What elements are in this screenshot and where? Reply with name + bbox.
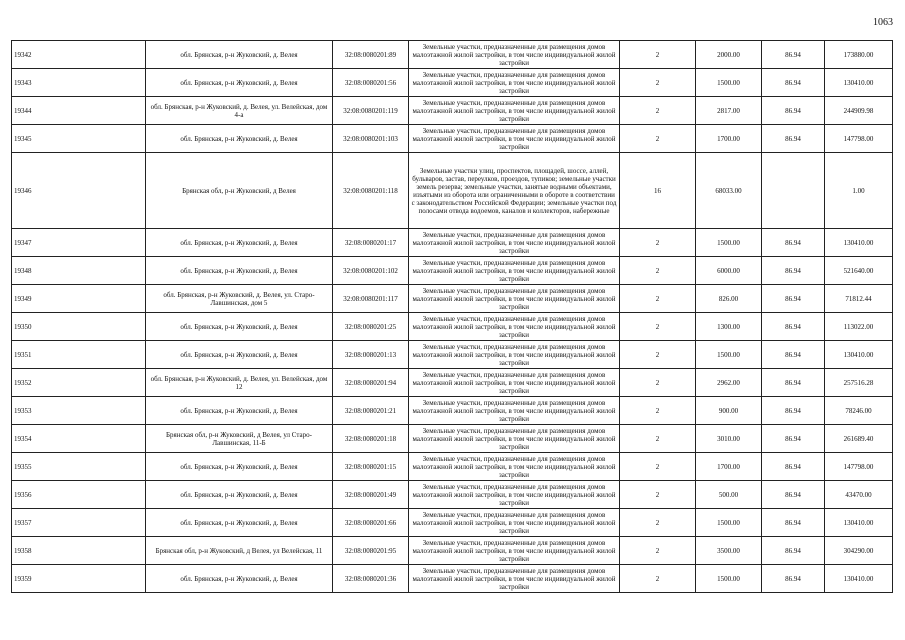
category-cell: 2: [620, 481, 696, 509]
page-number: 1063: [873, 17, 893, 28]
address-cell: обл. Брянская, р-н Жуковский, д. Велея: [146, 341, 333, 369]
cadastral-number-cell: 32:08:0080201:36: [333, 565, 409, 593]
category-cell: 2: [620, 229, 696, 257]
cadastral-number-cell: 32:08:0080201:17: [333, 229, 409, 257]
specific-value-cell: 86.94: [762, 313, 825, 341]
specific-value-cell: 86.94: [762, 41, 825, 69]
table-row: [12, 229, 893, 257]
land-use-cell: Земельные участки, предназначенные для размещения домов малоэтажной жилой застройки, в том числе индивидуальной жилой застройки: [409, 97, 620, 125]
cadastral-number-cell: 32:08:0080201:21: [333, 397, 409, 425]
area-cell: 1500.00: [696, 341, 762, 369]
land-use-cell: Земельные участки, предназначенные для размещения домов малоэтажной жилой застройки, в том числе индивидуальной жилой застройки: [409, 565, 620, 593]
area-cell: 900.00: [696, 397, 762, 425]
table-row: [12, 285, 893, 313]
category-cell: 2: [620, 537, 696, 565]
address-cell: обл. Брянская, р-н Жуковский, д. Велея: [146, 257, 333, 285]
specific-value-cell: 86.94: [762, 369, 825, 397]
area-cell: 2817.00: [696, 97, 762, 125]
cadastral-number-cell: 32:08:0080201:103: [333, 125, 409, 153]
category-cell: 2: [620, 341, 696, 369]
cadastral-number-cell: 32:08:0080201:117: [333, 285, 409, 313]
specific-value-cell: 86.94: [762, 125, 825, 153]
cadastral-number-cell: 32:08:0080201:95: [333, 537, 409, 565]
address-cell: обл. Брянская, р-н Жуковский, д. Велея: [146, 313, 333, 341]
cadastral-value-cell: 244909.98: [825, 97, 893, 125]
area-cell: 2962.00: [696, 369, 762, 397]
table-row: [12, 257, 893, 285]
cadastral-number-cell: 32:08:0080201:49: [333, 481, 409, 509]
cadastral-number-cell: 32:08:0080201:89: [333, 41, 409, 69]
cadastral-value-table: [11, 40, 893, 593]
land-use-cell: Земельные участки, предназначенные для размещения домов малоэтажной жилой застройки, в том числе индивидуальной жилой застройки: [409, 425, 620, 453]
row-number: 19347: [12, 229, 146, 257]
category-cell: 2: [620, 97, 696, 125]
address-cell: обл. Брянская, р-н Жуковский, д. Велея: [146, 509, 333, 537]
cadastral-value-cell: 113022.00: [825, 313, 893, 341]
row-number: 19352: [12, 369, 146, 397]
row-number: 19359: [12, 565, 146, 593]
address-cell: обл. Брянская, р-н Жуковский, д. Велея: [146, 229, 333, 257]
table-row: [12, 369, 893, 397]
table-row: [12, 453, 893, 481]
table-row: [12, 313, 893, 341]
table-row: [12, 153, 893, 229]
area-cell: 1700.00: [696, 125, 762, 153]
row-number: 19355: [12, 453, 146, 481]
specific-value-cell: 86.94: [762, 69, 825, 97]
address-cell: обл. Брянская, р-н Жуковский, д. Велея: [146, 69, 333, 97]
area-cell: 6000.00: [696, 257, 762, 285]
cadastral-value-cell: 257516.28: [825, 369, 893, 397]
cadastral-number-cell: 32:08:0080201:13: [333, 341, 409, 369]
row-number: 19343: [12, 69, 146, 97]
area-cell: 1500.00: [696, 69, 762, 97]
category-cell: 2: [620, 509, 696, 537]
table-row: [12, 481, 893, 509]
cadastral-number-cell: 32:08:0080201:119: [333, 97, 409, 125]
table-row: [12, 509, 893, 537]
row-number: 19348: [12, 257, 146, 285]
specific-value-cell: 86.94: [762, 453, 825, 481]
row-number: 19358: [12, 537, 146, 565]
table-row: [12, 125, 893, 153]
row-number: 19351: [12, 341, 146, 369]
category-cell: 2: [620, 69, 696, 97]
row-number: 19345: [12, 125, 146, 153]
land-use-cell: Земельные участки, предназначенные для размещения домов малоэтажной жилой застройки, в том числе индивидуальной жилой застройки: [409, 341, 620, 369]
row-number: 19350: [12, 313, 146, 341]
land-use-cell: Земельные участки, предназначенные для размещения домов малоэтажной жилой застройки, в том числе индивидуальной жилой застройки: [409, 481, 620, 509]
area-cell: 68033.00: [696, 153, 762, 229]
area-cell: 1500.00: [696, 229, 762, 257]
address-cell: Брянская обл, р-н Жуковский, д Велея: [146, 153, 333, 229]
specific-value-cell: 86.94: [762, 257, 825, 285]
cadastral-value-cell: 1.00: [825, 153, 893, 229]
area-cell: 1700.00: [696, 453, 762, 481]
row-number: 19357: [12, 509, 146, 537]
address-cell: Брянская обл, р-н Жуковский, д Велея, ул Старо-Лавшинская, 11-Б: [146, 425, 333, 453]
category-cell: 2: [620, 565, 696, 593]
land-use-cell: Земельные участки, предназначенные для размещения домов малоэтажной жилой застройки, в том числе индивидуальной жилой застройки: [409, 313, 620, 341]
category-cell: 2: [620, 41, 696, 69]
table-row: [12, 537, 893, 565]
specific-value-cell: [762, 153, 825, 229]
cadastral-number-cell: 32:08:0080201:66: [333, 509, 409, 537]
cadastral-value-cell: 43470.00: [825, 481, 893, 509]
cadastral-number-cell: 32:08:0080201:118: [333, 153, 409, 229]
area-cell: 500.00: [696, 481, 762, 509]
specific-value-cell: 86.94: [762, 341, 825, 369]
specific-value-cell: 86.94: [762, 509, 825, 537]
land-use-cell: Земельные участки, предназначенные для размещения домов малоэтажной жилой застройки, в том числе индивидуальной жилой застройки: [409, 125, 620, 153]
address-cell: обл. Брянская, р-н Жуковский, д. Велея, ул. Велейская, дом 4-а: [146, 97, 333, 125]
cadastral-number-cell: 32:08:0080201:18: [333, 425, 409, 453]
area-cell: 3010.00: [696, 425, 762, 453]
land-use-cell: Земельные участки, предназначенные для размещения домов малоэтажной жилой застройки, в том числе индивидуальной жилой застройки: [409, 41, 620, 69]
area-cell: 3500.00: [696, 537, 762, 565]
table-row: [12, 565, 893, 593]
table-row: [12, 425, 893, 453]
specific-value-cell: 86.94: [762, 285, 825, 313]
cadastral-number-cell: 32:08:0080201:56: [333, 69, 409, 97]
specific-value-cell: 86.94: [762, 425, 825, 453]
category-cell: 2: [620, 125, 696, 153]
cadastral-value-cell: 78246.00: [825, 397, 893, 425]
row-number: 19354: [12, 425, 146, 453]
category-cell: 2: [620, 453, 696, 481]
land-use-cell: Земельные участки улиц, проспектов, площадей, шоссе, аллей, бульваров, застав, переулков, проездов, тупиков; земельные участки земель резерва; земельные участки, занятые водными объектами, изъятыми из оборота или ограниченными в обороте в соответствии с законодательством Российской Федерации; земельные участки под полосами отвода водоемов, каналов и коллекторов, набережные: [409, 153, 620, 229]
row-number: 19346: [12, 153, 146, 229]
category-cell: 2: [620, 285, 696, 313]
cadastral-value-cell: 147798.00: [825, 125, 893, 153]
cadastral-value-cell: 71812.44: [825, 285, 893, 313]
table-row: [12, 397, 893, 425]
address-cell: обл. Брянская, р-н Жуковский, д. Велея: [146, 565, 333, 593]
land-use-cell: Земельные участки, предназначенные для размещения домов малоэтажной жилой застройки, в том числе индивидуальной жилой застройки: [409, 537, 620, 565]
land-use-cell: Земельные участки, предназначенные для размещения домов малоэтажной жилой застройки, в том числе индивидуальной жилой застройки: [409, 369, 620, 397]
cadastral-value-cell: 304290.00: [825, 537, 893, 565]
address-cell: обл. Брянская, р-н Жуковский, д. Велея: [146, 397, 333, 425]
cadastral-number-cell: 32:08:0080201:102: [333, 257, 409, 285]
area-cell: 2000.00: [696, 41, 762, 69]
area-cell: 1300.00: [696, 313, 762, 341]
address-cell: обл. Брянская, р-н Жуковский, д. Велея: [146, 481, 333, 509]
land-use-cell: Земельные участки, предназначенные для размещения домов малоэтажной жилой застройки, в том числе индивидуальной жилой застройки: [409, 69, 620, 97]
land-use-cell: Земельные участки, предназначенные для размещения домов малоэтажной жилой застройки, в том числе индивидуальной жилой застройки: [409, 509, 620, 537]
cadastral-value-cell: 173880.00: [825, 41, 893, 69]
cadastral-value-cell: 130410.00: [825, 509, 893, 537]
category-cell: 2: [620, 397, 696, 425]
address-cell: Брянская обл, р-н Жуковский, д Велея, ул Велейская, 11: [146, 537, 333, 565]
table-row: [12, 341, 893, 369]
row-number: 19353: [12, 397, 146, 425]
category-cell: 2: [620, 313, 696, 341]
category-cell: 2: [620, 425, 696, 453]
address-cell: обл. Брянская, р-н Жуковский, д. Велея, ул. Старо-Лавшинская, дом 5: [146, 285, 333, 313]
specific-value-cell: 86.94: [762, 537, 825, 565]
cadastral-value-cell: 521640.00: [825, 257, 893, 285]
land-use-cell: Земельные участки, предназначенные для размещения домов малоэтажной жилой застройки, в том числе индивидуальной жилой застройки: [409, 397, 620, 425]
specific-value-cell: 86.94: [762, 397, 825, 425]
table-row: [12, 97, 893, 125]
table-body: [12, 41, 893, 593]
cadastral-value-cell: 130410.00: [825, 341, 893, 369]
cadastral-number-cell: 32:08:0080201:15: [333, 453, 409, 481]
table-row: [12, 41, 893, 69]
specific-value-cell: 86.94: [762, 565, 825, 593]
cadastral-value-cell: 261689.40: [825, 425, 893, 453]
cadastral-number-cell: 32:08:0080201:25: [333, 313, 409, 341]
address-cell: обл. Брянская, р-н Жуковский, д. Велея: [146, 125, 333, 153]
cadastral-value-cell: 147798.00: [825, 453, 893, 481]
row-number: 19344: [12, 97, 146, 125]
address-cell: обл. Брянская, р-н Жуковский, д. Велея: [146, 41, 333, 69]
row-number: 19342: [12, 41, 146, 69]
table-row: [12, 69, 893, 97]
land-use-cell: Земельные участки, предназначенные для размещения домов малоэтажной жилой застройки, в том числе индивидуальной жилой застройки: [409, 257, 620, 285]
cadastral-value-cell: 130410.00: [825, 565, 893, 593]
specific-value-cell: 86.94: [762, 481, 825, 509]
area-cell: 826.00: [696, 285, 762, 313]
row-number: 19349: [12, 285, 146, 313]
address-cell: обл. Брянская, р-н Жуковский, д. Велея: [146, 453, 333, 481]
land-use-cell: Земельные участки, предназначенные для размещения домов малоэтажной жилой застройки, в том числе индивидуальной жилой застройки: [409, 453, 620, 481]
category-cell: 2: [620, 257, 696, 285]
specific-value-cell: 86.94: [762, 97, 825, 125]
cadastral-value-cell: 130410.00: [825, 229, 893, 257]
row-number: 19356: [12, 481, 146, 509]
area-cell: 1500.00: [696, 565, 762, 593]
cadastral-value-cell: 130410.00: [825, 69, 893, 97]
address-cell: обл. Брянская, р-н Жуковский, д. Велея, ул. Велейская, дом 12: [146, 369, 333, 397]
land-use-cell: Земельные участки, предназначенные для размещения домов малоэтажной жилой застройки, в том числе индивидуальной жилой застройки: [409, 285, 620, 313]
area-cell: 1500.00: [696, 509, 762, 537]
specific-value-cell: 86.94: [762, 229, 825, 257]
land-use-cell: Земельные участки, предназначенные для размещения домов малоэтажной жилой застройки, в том числе индивидуальной жилой застройки: [409, 229, 620, 257]
category-cell: 2: [620, 369, 696, 397]
category-cell: 16: [620, 153, 696, 229]
cadastral-number-cell: 32:08:0080201:94: [333, 369, 409, 397]
